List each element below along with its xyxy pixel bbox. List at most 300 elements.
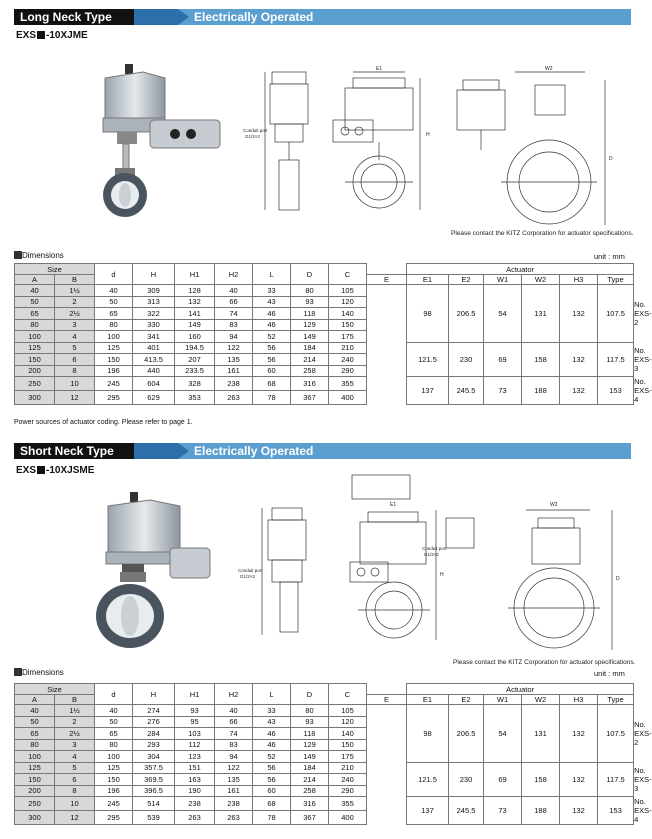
table-cell: 118 — [291, 308, 329, 320]
table-cell: 40 — [15, 285, 55, 297]
table-cell: 355 — [329, 377, 367, 391]
table-cell: 46 — [253, 319, 291, 331]
table-cell: 65 — [95, 728, 133, 740]
table-cell: 238 — [175, 797, 215, 811]
table-cell: 117.5 — [598, 342, 634, 377]
table-cell: 400 — [329, 391, 367, 405]
table-cell: 80 — [95, 319, 133, 331]
table-cell: 80 — [291, 285, 329, 297]
table-cell: 12 — [55, 391, 95, 405]
table-cell: 210 — [329, 762, 367, 774]
table-cell: 1½ — [55, 705, 95, 717]
table-cell: 207 — [175, 354, 215, 366]
table-cell: 200 — [15, 365, 55, 377]
table-cell: 33 — [253, 285, 291, 297]
table-cell: 188 — [522, 377, 560, 405]
operation-title: Electrically Operated — [194, 10, 314, 24]
svg-text:W2: W2 — [550, 502, 558, 508]
table-cell: 73 — [484, 377, 522, 405]
table-cell: 122 — [215, 342, 253, 354]
table-cell: 56 — [253, 342, 291, 354]
svg-text:G1/2×2: G1/2×2 — [245, 134, 260, 139]
header-arrow-icon — [134, 443, 189, 459]
table-cell: 98 — [407, 705, 449, 763]
table-cell: 129 — [291, 739, 329, 751]
header-type: Type — [598, 275, 634, 285]
table-cell: 238 — [215, 377, 253, 391]
table-cell: 330 — [133, 319, 175, 331]
table-cell: 94 — [215, 751, 253, 763]
header-a: A — [15, 275, 55, 285]
table-cell: 539 — [133, 811, 175, 825]
table-cell: 316 — [291, 377, 329, 391]
table-cell: 295 — [95, 391, 133, 405]
table-cell: 132 — [560, 285, 598, 343]
table-cell: 50 — [15, 296, 55, 308]
table-cell: 12 — [55, 811, 95, 825]
model-prefix: EXS — [16, 465, 37, 476]
table-cell: 93 — [175, 705, 215, 717]
dimensions-label: Dimensions — [14, 251, 64, 260]
dim-label-d: D — [609, 156, 613, 162]
table-cell: 80 — [95, 739, 133, 751]
table-cell: 3 — [55, 739, 95, 751]
table-cell: 121.5 — [407, 342, 449, 377]
header-l: L — [253, 684, 291, 705]
table-cell: 65 — [15, 728, 55, 740]
table-cell: 2½ — [55, 308, 95, 320]
dim-label-e1: E1 — [376, 66, 383, 72]
header-h3: H3 — [560, 275, 598, 285]
table-cell: 369.5 — [133, 774, 175, 786]
table-cell: 60 — [253, 785, 291, 797]
table-cell: 46 — [253, 728, 291, 740]
table-cell: 240 — [329, 354, 367, 366]
drawing-note: Please contact the KITZ Corporation for actuator specifications. — [453, 659, 636, 666]
table-cell: 200 — [15, 785, 55, 797]
header-a: A — [15, 695, 55, 705]
table-cell: 69 — [484, 342, 522, 377]
technical-drawing-short-neck — [240, 470, 635, 655]
model-number — [16, 465, 94, 476]
header-h2: H2 — [215, 264, 253, 285]
table-cell: 80 — [291, 705, 329, 717]
dim-label-h: H — [426, 132, 430, 138]
table-cell: 233.5 — [175, 365, 215, 377]
table-cell: 175 — [329, 331, 367, 343]
table-cell: 117.5 — [598, 762, 634, 797]
table-cell: 514 — [133, 797, 175, 811]
header-h3: H3 — [560, 695, 598, 705]
model-square-icon — [37, 466, 45, 474]
header-size: Size — [15, 264, 95, 275]
table-cell: 184 — [291, 342, 329, 354]
table-cell: 69 — [484, 762, 522, 797]
table-cell: 52 — [253, 751, 291, 763]
header-w1: W1 — [484, 695, 522, 705]
table-cell: 341 — [133, 331, 175, 343]
header-size: Size — [15, 684, 95, 695]
table-cell: 276 — [133, 716, 175, 728]
table-cell: 56 — [253, 774, 291, 786]
unit-label: unit : mm — [594, 669, 625, 678]
table-cell: 83 — [215, 319, 253, 331]
table-cell: 8 — [55, 785, 95, 797]
table-cell: 100 — [15, 331, 55, 343]
table-cell: 80 — [15, 319, 55, 331]
table-cell: 196 — [95, 785, 133, 797]
table-cell: 149 — [291, 331, 329, 343]
table-cell: 158 — [522, 342, 560, 377]
table-cell: 604 — [133, 377, 175, 391]
table-cell: 274 — [133, 705, 175, 717]
table-cell: 160 — [175, 331, 215, 343]
table-cell: 140 — [329, 308, 367, 320]
header-dd: D — [291, 684, 329, 705]
section-header-long-neck — [14, 9, 631, 25]
dimensions-label: Dimensions — [14, 668, 64, 677]
model-suffix: -10XJSME — [46, 465, 95, 476]
table-cell: 295 — [95, 811, 133, 825]
table-cell: 245 — [95, 377, 133, 391]
table-cell: 128 — [175, 285, 215, 297]
table-cell: 355 — [329, 797, 367, 811]
table-cell: 151 — [175, 762, 215, 774]
table-cell: 357.5 — [133, 762, 175, 774]
table-cell: 132 — [560, 797, 598, 825]
table-cell: 118 — [291, 728, 329, 740]
header-b: B — [55, 275, 95, 285]
section-header-short-neck — [14, 443, 631, 459]
table-cell: 6 — [55, 774, 95, 786]
table-cell: 66 — [215, 716, 253, 728]
bullet-square-icon — [14, 668, 22, 676]
header-l: L — [253, 264, 291, 285]
table-cell: 440 — [133, 365, 175, 377]
model-square-icon — [37, 31, 45, 39]
table-cell: 50 — [95, 296, 133, 308]
table-cell: 132 — [560, 342, 598, 377]
table-cell: 100 — [95, 751, 133, 763]
table-cell: 300 — [15, 811, 55, 825]
table-cell: 112 — [175, 739, 215, 751]
model-suffix: -10XJME — [46, 30, 88, 41]
table-cell: 284 — [133, 728, 175, 740]
table-cell: 367 — [291, 811, 329, 825]
table-cell: 40 — [95, 285, 133, 297]
table-cell: 33 — [253, 705, 291, 717]
table-cell: 300 — [15, 391, 55, 405]
table-cell: 3 — [55, 319, 95, 331]
table-cell: 322 — [133, 308, 175, 320]
header-e2: E2 — [449, 695, 484, 705]
table-cell: 150 — [329, 739, 367, 751]
valve-photo-long-neck — [95, 58, 235, 233]
table-cell: 629 — [133, 391, 175, 405]
header-h: H — [133, 684, 175, 705]
table-cell: 250 — [15, 797, 55, 811]
table-cell: 40 — [15, 705, 55, 717]
header-c: C — [329, 264, 367, 285]
table-cell: 6 — [55, 354, 95, 366]
table-cell: 105 — [329, 285, 367, 297]
table-cell: 54 — [484, 705, 522, 763]
table-cell: 240 — [329, 774, 367, 786]
table-cell: 214 — [291, 354, 329, 366]
type-title: Long Neck Type — [20, 10, 112, 24]
dimensions-table-long-neck — [14, 263, 652, 405]
header-b: B — [55, 695, 95, 705]
unit-label: unit : mm — [594, 252, 625, 261]
table-cell: 149 — [175, 319, 215, 331]
table-cell: 73 — [484, 797, 522, 825]
footnote: Power sources of actuator coding. Please refer to page 1. — [14, 419, 193, 426]
table-cell: 293 — [133, 739, 175, 751]
table-cell: 290 — [329, 785, 367, 797]
table-cell: 230 — [449, 342, 484, 377]
operation-title: Electrically Operated — [194, 444, 314, 458]
table-cell: 194.5 — [175, 342, 215, 354]
table-row: 40 1½ 40 274 93 40 33 80 105 98 206.5 54 131 132 107.5 No. EXS-2 — [15, 705, 634, 717]
table-cell: 150 — [329, 319, 367, 331]
header-h2: H2 — [215, 684, 253, 705]
table-cell: 120 — [329, 296, 367, 308]
table-cell: 188 — [522, 797, 560, 825]
table-cell: 80 — [15, 739, 55, 751]
table-cell: 132 — [175, 296, 215, 308]
table-cell: 125 — [15, 342, 55, 354]
svg-text:G1/2×2: G1/2×2 — [240, 574, 255, 579]
table-cell: 161 — [215, 365, 253, 377]
bullet-square-icon — [14, 251, 22, 259]
table-cell: 210 — [329, 342, 367, 354]
table-cell: 304 — [133, 751, 175, 763]
header-w2: W2 — [522, 275, 560, 285]
table-cell: 196 — [95, 365, 133, 377]
table-cell: 65 — [95, 308, 133, 320]
table-cell: 137 — [407, 797, 449, 825]
table-cell: 258 — [291, 365, 329, 377]
table-cell: 131 — [522, 285, 560, 343]
table-row: 125 5 125 401 194.5 122 56 184 210 121.5 230 69 158 132 117.5 No. EXS-3 — [15, 342, 634, 354]
table-cell: 353 — [175, 391, 215, 405]
table-cell: 40 — [95, 705, 133, 717]
svg-text:H: H — [440, 572, 444, 578]
header-w2: W2 — [522, 695, 560, 705]
table-cell: 60 — [253, 365, 291, 377]
table-cell: 125 — [95, 342, 133, 354]
table-cell: 150 — [95, 354, 133, 366]
table-cell: 206.5 — [449, 705, 484, 763]
table-cell: 83 — [215, 739, 253, 751]
table-cell: 4 — [55, 331, 95, 343]
table-cell: 190 — [175, 785, 215, 797]
table-cell: 121.5 — [407, 762, 449, 797]
header-d: d — [95, 264, 133, 285]
table-cell: 66 — [215, 296, 253, 308]
table-cell: 135 — [215, 354, 253, 366]
table-cell: 107.5 — [598, 285, 634, 343]
table-cell: 54 — [484, 285, 522, 343]
table-cell: 149 — [291, 751, 329, 763]
table-cell: 10 — [55, 377, 95, 391]
table-cell: 68 — [253, 797, 291, 811]
svg-text:E1: E1 — [390, 502, 397, 508]
table-cell: 328 — [175, 377, 215, 391]
table-cell: 132 — [560, 377, 598, 405]
header-e: E — [367, 275, 407, 285]
table-cell: 95 — [175, 716, 215, 728]
table-cell: 120 — [329, 716, 367, 728]
table-cell: 4 — [55, 751, 95, 763]
table-cell: 206.5 — [449, 285, 484, 343]
table-cell: 100 — [15, 751, 55, 763]
table-cell: 150 — [15, 354, 55, 366]
table-cell: 230 — [449, 762, 484, 797]
table-cell: 125 — [95, 762, 133, 774]
table-cell: 150 — [15, 774, 55, 786]
table-cell: 94 — [215, 331, 253, 343]
table-cell: 74 — [215, 728, 253, 740]
table-cell: 161 — [215, 785, 253, 797]
conduit-port-label: Conduit port — [243, 128, 268, 133]
header-h1: H1 — [175, 684, 215, 705]
table-cell: 132 — [560, 705, 598, 763]
header-w1: W1 — [484, 275, 522, 285]
svg-text:Conduit port: Conduit port — [422, 546, 447, 551]
dim-label-w2: W2 — [545, 66, 553, 72]
table-cell: 78 — [253, 811, 291, 825]
table-row: 40 1½ 40 309 128 40 33 80 105 98 206.5 54 131 132 107.5 No. EXS-2 — [15, 285, 634, 297]
table-cell: 184 — [291, 762, 329, 774]
table-cell: 46 — [253, 308, 291, 320]
header-h: H — [133, 264, 175, 285]
table-cell: 131 — [522, 705, 560, 763]
table-cell: 40 — [215, 705, 253, 717]
drawing-note: Please contact the KITZ Corporation for actuator specifications. — [451, 230, 634, 237]
table-cell: 135 — [215, 774, 253, 786]
table-cell: 367 — [291, 391, 329, 405]
table-cell: 245.5 — [449, 797, 484, 825]
table-cell: 10 — [55, 797, 95, 811]
table-body — [15, 705, 652, 825]
table-cell: 238 — [215, 797, 253, 811]
header-c: C — [329, 684, 367, 705]
model-prefix: EXS — [16, 30, 37, 41]
table-cell: 263 — [215, 811, 253, 825]
table-cell: 122 — [215, 762, 253, 774]
dimensions-table-short-neck — [14, 683, 652, 825]
table-cell: 68 — [253, 377, 291, 391]
table-cell: 214 — [291, 774, 329, 786]
table-cell: 250 — [15, 377, 55, 391]
table-cell: 5 — [55, 342, 95, 354]
table-cell: 74 — [215, 308, 253, 320]
header-e: E — [367, 695, 407, 705]
table-cell: 93 — [291, 296, 329, 308]
table-cell: 43 — [253, 296, 291, 308]
table-cell: 50 — [95, 716, 133, 728]
table-cell: 107.5 — [598, 705, 634, 763]
table-cell: 5 — [55, 762, 95, 774]
header-arrow-icon — [134, 9, 189, 25]
header-actuator: Actuator — [407, 684, 634, 695]
table-cell: 290 — [329, 365, 367, 377]
table-cell: 313 — [133, 296, 175, 308]
header-d: d — [95, 684, 133, 705]
valve-photo-short-neck — [90, 488, 230, 658]
header-type: Type — [598, 695, 634, 705]
table-cell: 125 — [15, 762, 55, 774]
table-cell: 2 — [55, 716, 95, 728]
table-cell: 137 — [407, 377, 449, 405]
table-cell: 245.5 — [449, 377, 484, 405]
table-cell: 263 — [215, 391, 253, 405]
type-title: Short Neck Type — [20, 444, 114, 458]
table-cell: 150 — [95, 774, 133, 786]
table-cell: 50 — [15, 716, 55, 728]
table-cell: 46 — [253, 739, 291, 751]
table-cell: 396.5 — [133, 785, 175, 797]
table-cell: 103 — [175, 728, 215, 740]
table-row: 250 10 245 604 328 238 68 316 355 137 245.5 73 188 132 153 No. EXS-4 — [15, 377, 634, 391]
table-cell: 65 — [15, 308, 55, 320]
header-e2: E2 — [449, 275, 484, 285]
table-cell: 153 — [598, 377, 634, 405]
table-cell: 2½ — [55, 728, 95, 740]
svg-text:D: D — [616, 576, 620, 582]
table-cell: 98 — [407, 285, 449, 343]
model-number — [16, 30, 88, 41]
table-cell: 141 — [175, 308, 215, 320]
table-cell: 263 — [175, 811, 215, 825]
table-cell: 258 — [291, 785, 329, 797]
table-cell: 400 — [329, 811, 367, 825]
table-cell: 43 — [253, 716, 291, 728]
table-cell: 78 — [253, 391, 291, 405]
svg-text:G1/2×2: G1/2×2 — [424, 552, 439, 557]
table-cell: 56 — [253, 762, 291, 774]
table-cell: 140 — [329, 728, 367, 740]
table-cell: 153 — [598, 797, 634, 825]
table-cell: 100 — [95, 331, 133, 343]
table-cell: 8 — [55, 365, 95, 377]
table-cell: 123 — [175, 751, 215, 763]
header-dd: D — [291, 264, 329, 285]
technical-drawing-long-neck — [245, 50, 635, 230]
header-e1: E1 — [407, 275, 449, 285]
table-cell: 163 — [175, 774, 215, 786]
table-cell: 93 — [291, 716, 329, 728]
table-cell: 129 — [291, 319, 329, 331]
table-row: 250 10 245 514 238 238 68 316 355 137 245.5 73 188 132 153 No. EXS-4 — [15, 797, 634, 811]
table-cell: 175 — [329, 751, 367, 763]
table-row: 125 5 125 357.5 151 122 56 184 210 121.5 230 69 158 132 117.5 No. EXS-3 — [15, 762, 634, 774]
header-e1: E1 — [407, 695, 449, 705]
header-actuator: Actuator — [407, 264, 634, 275]
table-cell: 1½ — [55, 285, 95, 297]
table-cell: 105 — [329, 705, 367, 717]
table-cell: 56 — [253, 354, 291, 366]
header-h1: H1 — [175, 264, 215, 285]
svg-text:Conduit port: Conduit port — [238, 568, 263, 573]
table-cell: 132 — [560, 762, 598, 797]
table-cell: 40 — [215, 285, 253, 297]
table-cell: 316 — [291, 797, 329, 811]
table-cell: 245 — [95, 797, 133, 811]
table-cell: 309 — [133, 285, 175, 297]
table-cell: 2 — [55, 296, 95, 308]
